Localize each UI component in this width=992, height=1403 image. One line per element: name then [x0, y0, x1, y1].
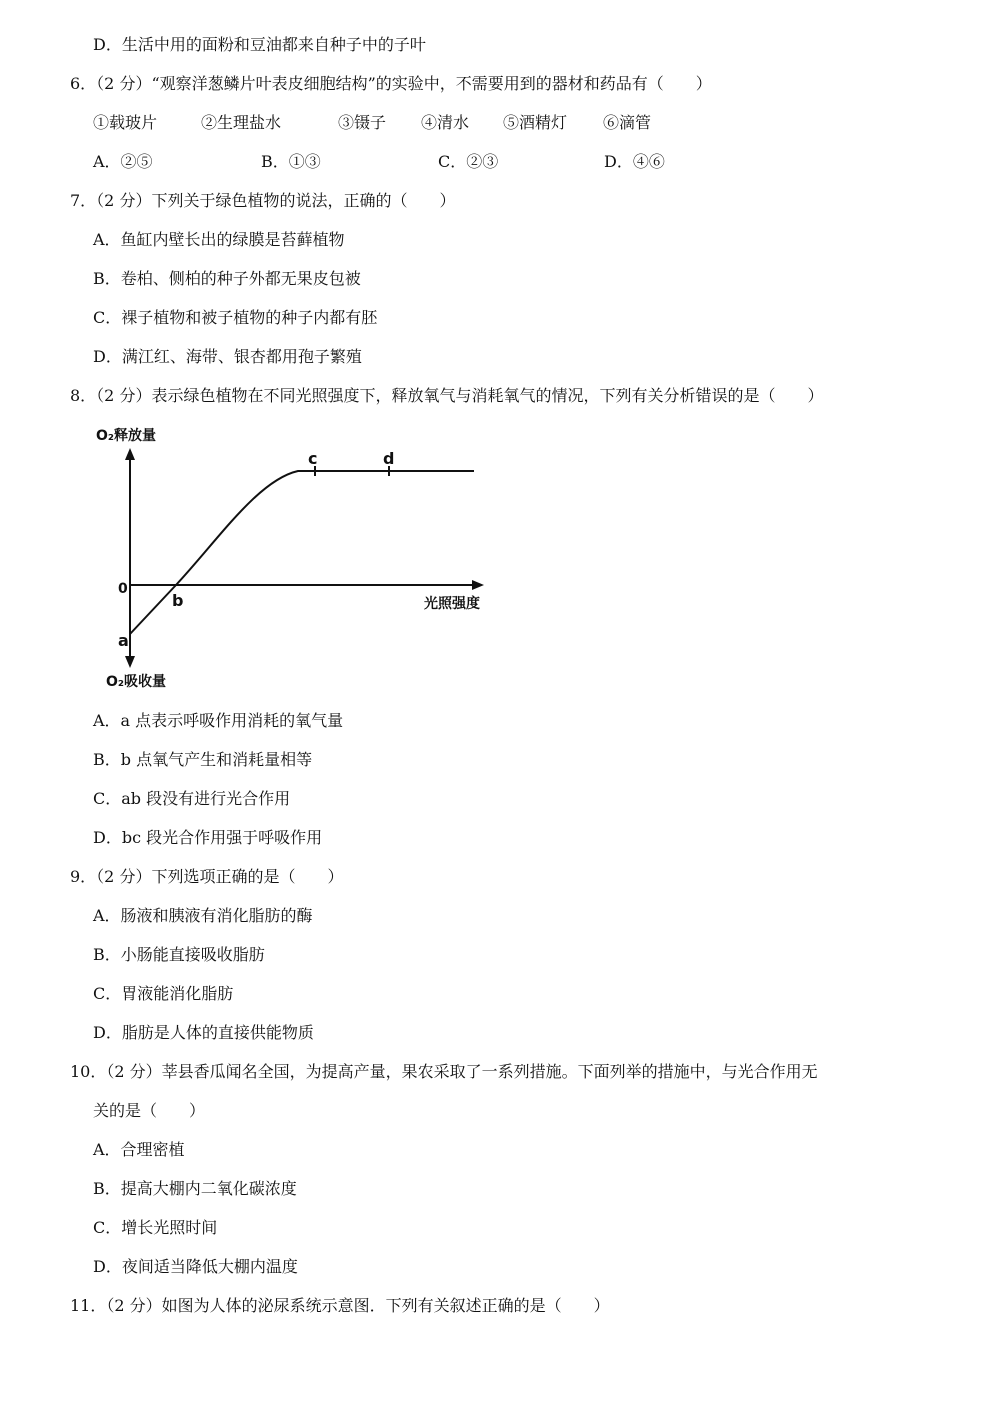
q8-option-a: A．a 点表示呼吸作用消耗的氧气量 — [93, 711, 344, 730]
q6-stem: 6．（2 分）“观察洋葱鳞片叶表皮细胞结构”的实验中，不需要用到的器材和药品有（ ） — [70, 74, 712, 93]
point-b-label: b — [172, 591, 184, 610]
y-axis-arrow-up — [125, 448, 135, 460]
q6-option-d: D．④⑥ — [604, 152, 665, 171]
x-axis-arrow — [472, 580, 484, 590]
q10-option-d: D．夜间适当降低大棚内温度 — [93, 1257, 298, 1276]
q11-stem: 11．（2 分）如图为人体的泌尿系统示意图．下列有关叙述正确的是（ ） — [70, 1296, 610, 1315]
q7-option-b: B．卷柏、侧柏的种子外都无果皮包被 — [93, 269, 361, 288]
point-a-label: a — [118, 631, 129, 650]
q7-option-a: A．鱼缸内壁长出的绿膜是苔藓植物 — [93, 230, 345, 249]
origin-label: 0 — [118, 581, 128, 597]
q10-option-b: B．提高大棚内二氧化碳浓度 — [93, 1179, 297, 1198]
q7-option-d: D．满江红、海带、银杏都用孢子繁殖 — [93, 347, 362, 366]
q6-tool: ③镊子 — [338, 113, 387, 132]
oxygen-light-graph — [96, 422, 498, 692]
q9-stem: 9．（2 分）下列选项正确的是（ ） — [70, 867, 344, 886]
q10-stem-continued: 关的是（ ） — [93, 1101, 206, 1120]
q6-tool: ①载玻片 — [93, 113, 158, 132]
q9-option-b: B．小肠能直接吸收脂肪 — [93, 945, 265, 964]
q8-stem: 8．（2 分）表示绿色植物在不同光照强度下，释放氧气与消耗氧气的情况，下列有关分析错误的是（ ） — [70, 386, 824, 405]
q10-stem: 10．（2 分）莘县香瓜闻名全国，为提高产量，果农采取了一系列措施。下面列举的措施中，与光合作用无 — [70, 1062, 818, 1081]
point-d-label: d — [383, 449, 395, 468]
y-axis-top-label: O₂释放量 — [96, 428, 157, 444]
q6-tool: ⑥滴管 — [603, 113, 652, 132]
q8-option-b: B．b 点氧气产生和消耗量相等 — [93, 750, 313, 769]
q6-tool: ⑤酒精灯 — [503, 113, 568, 132]
q9-option-a: A．肠液和胰液有消化脂肪的酶 — [93, 906, 313, 925]
q6-option-a: A．②⑤ — [93, 152, 153, 171]
q6-tool: ④清水 — [421, 113, 470, 132]
q6-option-c: C．②③ — [438, 152, 499, 171]
point-c-label: c — [308, 449, 318, 468]
q6-option-b: B．①③ — [261, 152, 321, 171]
q7-option-c: C．裸子植物和被子植物的种子内都有胚 — [93, 308, 378, 327]
q10-option-c: C．增长光照时间 — [93, 1218, 218, 1237]
y-axis-bottom-label: O₂吸收量 — [106, 674, 167, 690]
q7-stem: 7．（2 分）下列关于绿色植物的说法，正确的（ ） — [70, 191, 456, 210]
q8-option-d: D．bc 段光合作用强于呼吸作用 — [93, 828, 323, 847]
q8-option-c: C．ab 段没有进行光合作用 — [93, 789, 291, 808]
q5-option-d: D．生活中用的面粉和豆油都来自种子中的子叶 — [93, 35, 426, 54]
x-axis-label: 光照强度 — [424, 596, 480, 612]
q10-option-a: A．合理密植 — [93, 1140, 185, 1159]
q9-option-c: C．胃液能消化脂肪 — [93, 984, 234, 1003]
y-axis-arrow-down — [125, 656, 135, 668]
q9-option-d: D．脂肪是人体的直接供能物质 — [93, 1023, 314, 1042]
q6-tool: ②生理盐水 — [201, 113, 282, 132]
